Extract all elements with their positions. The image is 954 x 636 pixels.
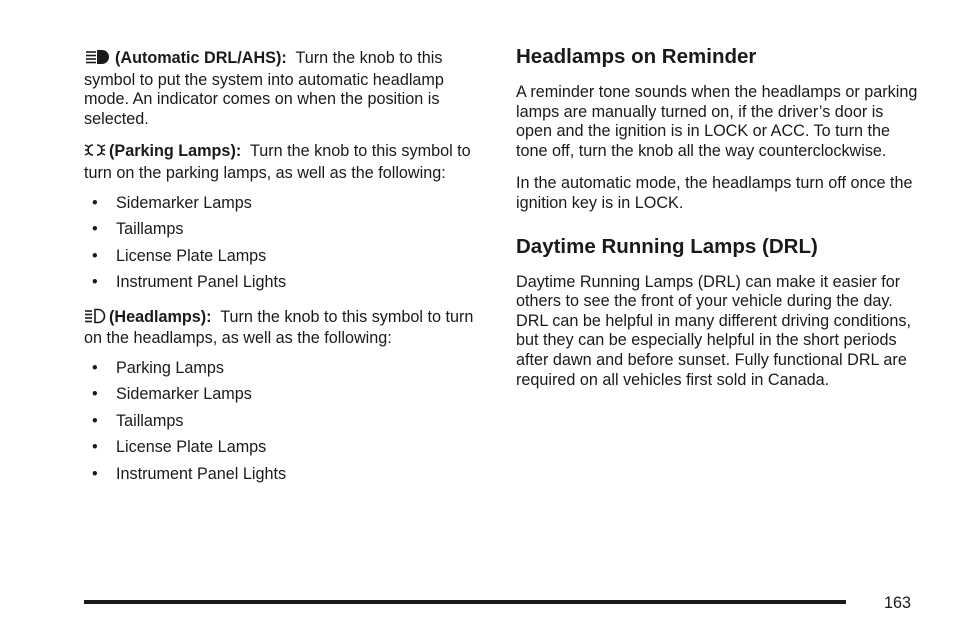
drl-heading: Daytime Running Lamps (DRL) xyxy=(516,234,818,258)
parking-lamps-paragraph xyxy=(84,142,484,183)
auto-drl-text: Turn the knob to this symbol to put the system into automatic headlamp mode. An indicator comes on when the position is selected. xyxy=(84,49,444,128)
list-item: • Parking Lamps xyxy=(84,355,484,382)
headlamps-label: (Headlamps): xyxy=(109,307,212,326)
auto-drl-label: (Automatic DRL/AHS): xyxy=(115,49,287,67)
drl-paragraph: Daytime Running Lamps (DRL) can make it easier for others to see the front of your vehicle during the day. DRL can be helpful in many different driving conditions, but they can be especially helpful in the short periods after dawn and before sunset. Fully functional DRL are required on all vehicles first sold in Canada. xyxy=(516,272,912,389)
reminder-paragraph-2: In the automatic mode, the headlamps turn off once the ignition key is in LOCK. xyxy=(516,174,913,212)
headlamps-list xyxy=(84,355,484,488)
headlamps-text: Turn the knob to this symbol to turn on the headlamps, as well as the following: xyxy=(84,307,474,348)
list-item: • Instrument Panel Lights xyxy=(84,269,484,296)
list-item: • Sidemarker Lamps xyxy=(84,190,484,217)
parking-lamps-icon xyxy=(84,142,106,164)
left-column xyxy=(84,49,484,499)
parking-lamps-text: Turn the knob to this symbol to turn on the parking lamps, as well as the following: xyxy=(84,142,471,182)
list-item: • Sidemarker Lamps xyxy=(84,381,484,408)
parking-lamps-label: (Parking Lamps): xyxy=(109,142,242,161)
parking-lamps-list xyxy=(84,190,484,296)
page-number: 163 xyxy=(884,594,912,612)
list-item: • License Plate Lamps xyxy=(84,243,484,270)
automatic-drl-ahs-icon xyxy=(84,49,112,71)
footer-rule xyxy=(84,600,846,604)
auto-drl-paragraph xyxy=(84,49,484,129)
headlamps-paragraph xyxy=(84,308,484,349)
reminder-paragraph-1: A reminder tone sounds when the headlamps or parking lamps are manually turned on, if the driver’s door is open and the ignition is in LOCK or ACC. To turn the tone off, turn the knob all the way counterclockwise. xyxy=(516,83,918,160)
headlamps-icon xyxy=(84,308,106,330)
list-item: • Taillamps xyxy=(84,408,484,435)
list-item: • Instrument Panel Lights xyxy=(84,461,484,488)
right-column xyxy=(516,44,920,390)
list-item: • Taillamps xyxy=(84,216,484,243)
list-item: • License Plate Lamps xyxy=(84,434,484,461)
reminder-heading: Headlamps on Reminder xyxy=(516,45,757,68)
